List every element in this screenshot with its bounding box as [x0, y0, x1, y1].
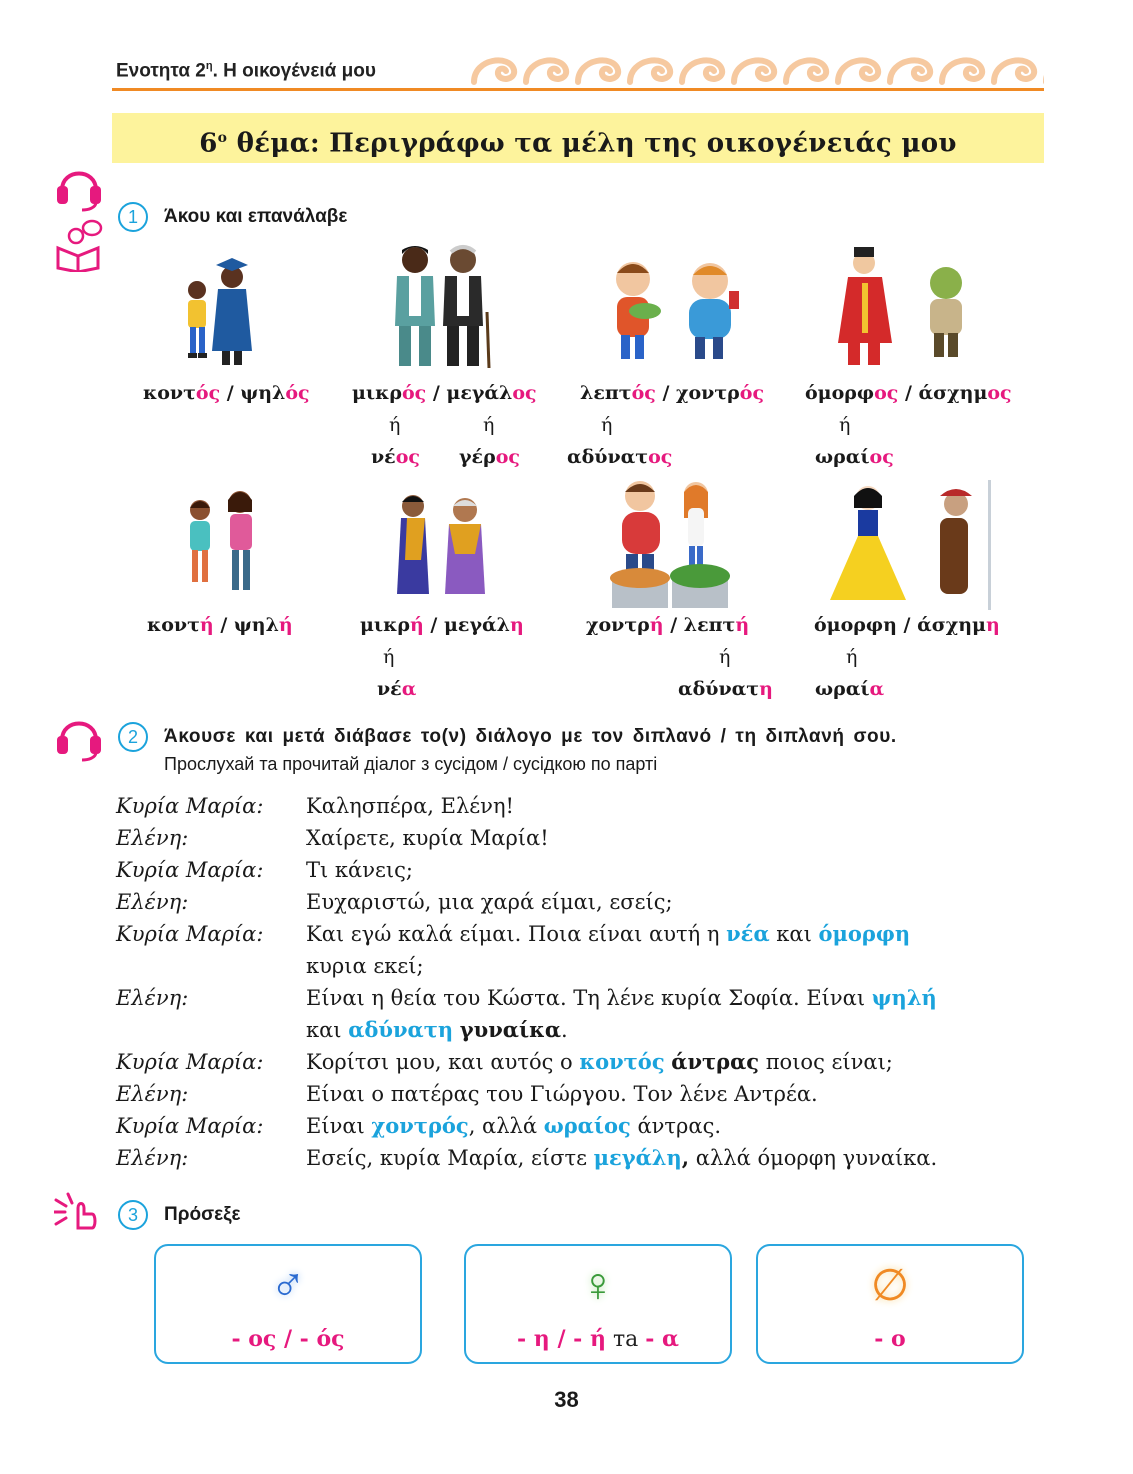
or-word: ή [483, 414, 495, 436]
speaker-name: Κυρία Μαρία: [116, 922, 264, 946]
text-segment: κυρια εκεί; [306, 954, 424, 978]
highlighted-adjective: ψηλή [871, 985, 937, 1010]
speaker-name: Ελένη: [116, 890, 189, 914]
text-segment: . [561, 1018, 568, 1042]
section-title: Άκου και επανάλαβε [164, 206, 348, 227]
speech-book-icon [54, 216, 104, 272]
text-segment: Και εγώ καλά είμαι. Ποια είναι αυτή η [306, 922, 727, 946]
text-segment: αλλά όμορφη γυναίκα. [689, 1146, 938, 1170]
dialogue-text [306, 1014, 1046, 1046]
dialogue-line [116, 1014, 1046, 1046]
highlighted-adjective: κοντός [579, 1049, 665, 1074]
text-segment: και [769, 922, 819, 946]
word-pair-thin-fat: λεπτός / χοντρός [580, 382, 765, 404]
dialogue-line [116, 790, 1046, 822]
dialogue-line [116, 950, 1046, 982]
highlighted-adjective: χοντρός [371, 1113, 469, 1138]
pretty-ugly-women-picture [828, 478, 998, 613]
speaker-name: Κυρία Μαρία: [116, 794, 264, 818]
text-segment: Είναι [306, 1114, 372, 1138]
dialogue-line [116, 918, 1046, 950]
bold-word: γυναίκα [459, 1017, 562, 1042]
section-number: 2 [118, 722, 148, 752]
section-header: Ενοτητα $2^\eta$. Η οικογένειά μου [116, 60, 376, 82]
text-segment [453, 1018, 460, 1042]
word-new-fem: νέα [377, 678, 417, 700]
or-word: ή [383, 646, 395, 668]
bold-word: , [681, 1145, 690, 1170]
dialogue-text [306, 918, 1046, 950]
text-segment: και [306, 1018, 349, 1042]
handsome-ugly-picture [828, 243, 978, 373]
dialogue-line [116, 1046, 1046, 1078]
word-slim: αδύνατος [567, 446, 673, 468]
speaker-name: Ελένη: [116, 826, 189, 850]
dialogue-line [116, 982, 1046, 1014]
highlighted-adjective: μεγάλη [593, 1145, 682, 1170]
word-pair-pretty-ugly: όμορφος / άσχημος [805, 382, 1012, 404]
header-rule [112, 88, 1044, 91]
text-segment: ποιος είναι; [759, 1050, 893, 1074]
male-symbol-icon: ♂ [270, 1259, 306, 1312]
dialogue-line [116, 886, 1046, 918]
bold-word: άντρας [671, 1049, 760, 1074]
dialogue-text [306, 950, 1046, 982]
feminine-ending-box [464, 1244, 732, 1364]
dialogue-text [306, 982, 1046, 1014]
highlighted-adjective: όμορφη [818, 921, 911, 946]
word-beautiful-fem: ωραία [815, 678, 885, 700]
dialogue-text [306, 822, 1046, 854]
female-symbol-icon: ♀ [580, 1259, 616, 1312]
neuter-ending-box [756, 1244, 1024, 1364]
neuter-ending: - ο [874, 1326, 906, 1352]
headphones-icon [54, 160, 104, 212]
speaker-name: Κυρία Μαρία: [116, 858, 264, 882]
topic-title: $6^o$ θέμα: Περιγράφω τα μέλη της οικογένειάς μου [199, 128, 957, 159]
speaker-name: Ελένη: [116, 986, 189, 1010]
text-segment: Εσείς, κυρία Μαρία, είστε [306, 1146, 594, 1170]
word-pair-short-tall: κοντός / ψηλός [143, 382, 310, 404]
dialogue-line [116, 1078, 1046, 1110]
short-tall-girls-picture [178, 488, 268, 598]
highlighted-adjective: αδύνατη [348, 1017, 454, 1042]
page-number: 38 [554, 1387, 579, 1412]
section-subtitle: Прослухай та прочитай діалог з сусідом / сусідкою по парті [164, 754, 658, 774]
neuter-symbol-icon: ∅ [870, 1261, 910, 1310]
masculine-ending: - ος / - ός [231, 1326, 345, 1352]
highlighted-adjective: νέα [726, 921, 770, 946]
thin-fat-boys-picture [605, 255, 745, 365]
greek-key-ornament [470, 48, 1044, 88]
masculine-ending-box [154, 1244, 422, 1364]
young-old-women-picture [385, 490, 495, 605]
dialogue-line [116, 822, 1046, 854]
text-segment: Είναι ο πατέρας του Γιώργου. Τον λένε Αντρέα. [306, 1082, 818, 1106]
word-pair-young-old-fem: μικρή / μεγάλη [360, 614, 524, 636]
section-title: Άκουσε και μετά διάβασε το(ν) διάλογο με τον διπλανό / τη διπλανή σου. [164, 726, 897, 747]
word-new: νέος [371, 446, 420, 468]
dialogue-text [306, 1142, 1046, 1174]
hand-point-icon [54, 1192, 100, 1232]
word-pair-fat-thin-fem: χοντρή / λεπτή [586, 614, 750, 636]
or-word: ή [839, 414, 851, 436]
dialogue-text [306, 1078, 1046, 1110]
text-segment: Είναι η θεία του Κώστα. Τη λένε κυρία Σοφία. Είναι [306, 986, 872, 1010]
young-old-men-picture [385, 242, 495, 372]
short-tall-boys-picture [180, 255, 260, 370]
section-title: Πρόσεξε [164, 1204, 241, 1225]
word-handsome: ωραίος [815, 446, 894, 468]
topic-banner [112, 113, 1044, 163]
or-word: ή [719, 646, 731, 668]
section-number: 1 [118, 202, 148, 232]
dialogue-text [306, 790, 1046, 822]
text-segment: , αλλά [468, 1114, 544, 1138]
speaker-name: Ελένη: [116, 1146, 189, 1170]
dialogue-line [116, 854, 1046, 886]
text-segment: Χαίρετε, κυρία Μαρία! [306, 826, 549, 850]
text-segment: Κορίτσι μου, και αυτός ο [306, 1050, 580, 1074]
speaker-name: Κυρία Μαρία: [116, 1050, 264, 1074]
speaker-name: Κυρία Μαρία: [116, 1114, 264, 1138]
headphones-icon [54, 710, 104, 762]
word-slim-fem: αδύνατη [678, 678, 773, 700]
fat-thin-children-picture [608, 478, 733, 613]
dialogue-text [306, 854, 1046, 886]
text-segment: Τι κάνεις; [306, 858, 413, 882]
text-segment: Ευχαριστώ, μια χαρά είμαι, εσείς; [306, 890, 673, 914]
dialogue-text [306, 886, 1046, 918]
section-number: 3 [118, 1200, 148, 1230]
or-word: ή [846, 646, 858, 668]
or-word: ή [389, 414, 401, 436]
word-old: γέρος [459, 446, 520, 468]
highlighted-adjective: ωραίος [543, 1113, 631, 1138]
dialogue-line [116, 1110, 1046, 1142]
text-segment: Καλησπέρα, Ελένη! [306, 794, 514, 818]
dialogue-text [306, 1110, 1046, 1142]
or-word: ή [601, 414, 613, 436]
feminine-ending: - η / - ή та - α [517, 1326, 679, 1352]
dialogue-line [116, 1142, 1046, 1174]
dialogue-text [306, 1046, 1046, 1078]
word-pair-young-old: μικρός / μεγάλος [352, 382, 537, 404]
text-segment: άντρας. [630, 1114, 722, 1138]
word-pair-pretty-ugly-fem: όμορφη / άσχημη [814, 614, 1000, 636]
speaker-name: Ελένη: [116, 1082, 189, 1106]
word-pair-short-tall-fem: κοντή / ψηλή [147, 614, 293, 636]
